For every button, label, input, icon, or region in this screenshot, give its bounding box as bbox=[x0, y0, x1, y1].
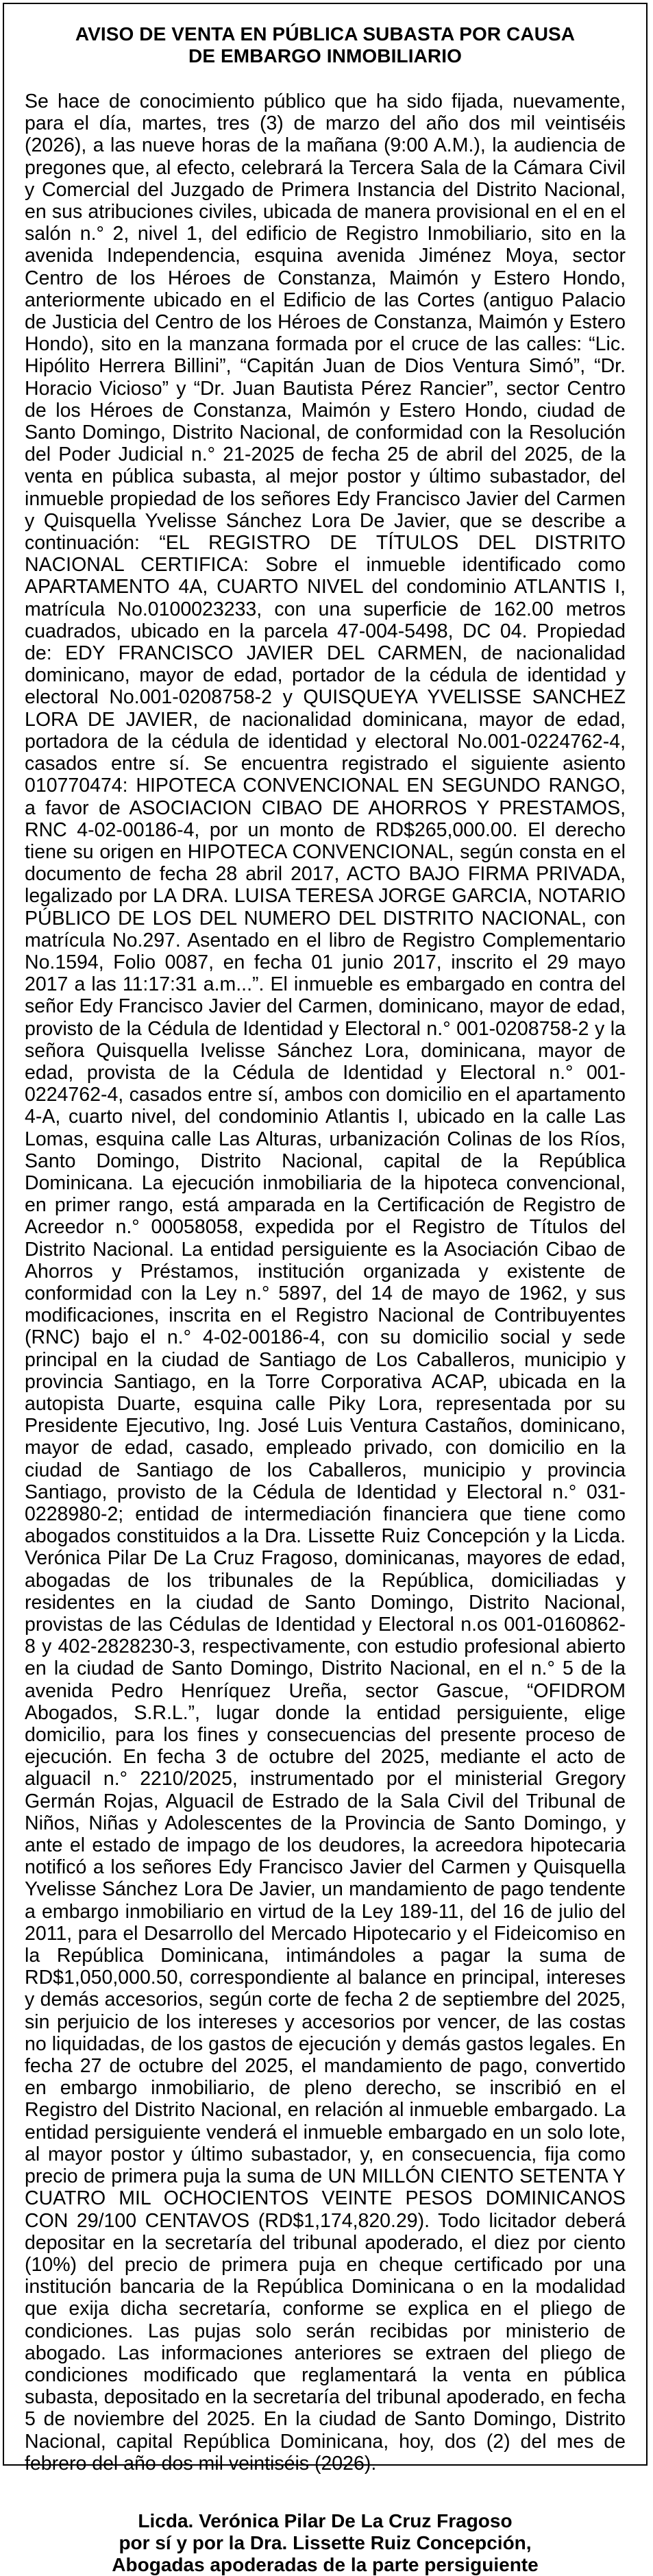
notice-signature bbox=[25, 2510, 626, 2576]
notice-border bbox=[3, 3, 648, 2575]
legal-notice bbox=[25, 18, 626, 2575]
signature-line-3: Abogadas apoderadas de la parte persiguiente bbox=[112, 2553, 539, 2575]
notice-body bbox=[25, 90, 626, 2475]
notice-title bbox=[25, 23, 626, 67]
notice-title-line-2: DE EMBARGO INMOBILIARIO bbox=[188, 45, 462, 66]
signature-line-2: por sí y por la Dra. Lissette Ruiz Concepción, bbox=[119, 2531, 532, 2553]
notice-title-line-1: AVISO DE VENTA EN PÚBLICA SUBASTA POR CAUSA bbox=[75, 23, 576, 45]
signature-line-1: Licda. Verónica Pilar De La Cruz Fragoso bbox=[138, 2510, 513, 2531]
notice-body-paragraph: Se hace de conocimiento público que ha sido fijada, nuevamente, para el día, martes, tres (3) de marzo del año dos mil veintiséis (2026), a las nueve horas de la mañana (9:00 A.M.), la audiencia de pregones que, al efecto, celebrará la Tercera Sala de la Cámara Civil y Comercial del Juzgado de Primera Instancia del Distrito Nacional, en sus atribuciones civiles, ubicada de manera provisional en el en el salón n.° 2, nivel 1, del edificio de Registro Inmobiliario, sito en la avenida Independencia, esquina avenida Jiménez Moya, sector Centro de los Héroes de Constanza, Maimón y Estero Hondo, anteriormente ubicado en el Edificio de las Cortes (antiguo Palacio de Justicia del Centro de los Héroes de Constanza, Maimón y Estero Hondo), sito en la manzana formada por el cruce de las calles: “Lic. Hipólito Herrera Billini”, “Capitán Juan de Dios Ventura Simó”, “Dr. Horacio Vicioso” y “Dr. Juan Bautista Pérez Rancier”, sector Centro de los Héroes de Constanza, Maimón y Estero Hondo, ciudad de Santo Domingo, Distrito Nacional, de conformidad con la Resolución del Poder Judicial n.° 21-2025 de fecha 25 de abril del 2025, de la venta en pública subasta, al mejor postor y último subastador, del inmueble propiedad de los señores Edy Francisco Javier del Carmen y Quisquella Yvelisse Sánchez Lora De Javier, que se describe a continuación: “EL REGISTRO DE TÍTULOS DEL DISTRITO NACIONAL CERTIFICA: Sobre el inmueble identificado como APARTAMENTO 4A, CUARTO NIVEL del condominio ATLANTIS I, matrícula No.0100023233, con una superficie de 162.00 metros cuadrados, ubicado en la parcela 47-004-5498, DC 04. Propiedad de: EDY FRANCISCO JAVIER DEL CARMEN, de nacionalidad dominicano, mayor de edad, portador de la cédula de identidad y electoral No.001-0208758-2 y QUISQUEYA YVELISSE SANCHEZ LORA DE JAVIER, de nacionalidad dominicana, mayor de edad, portadora de la cédula de identidad y electoral No.001-0224762-4, casados entre sí. Se encuentra registrado el siguiente asiento 010770474: HIPOTECA CONVENCIONAL EN SEGUNDO RANGO, a favor de ASOCIACION CIBAO DE AHORROS Y PRESTAMOS, RNC 4-02-00186-4, por un monto de RD$265,000.00. El derecho tiene su origen en HIPOTECA CONVENCIONAL, según consta en el documento de fecha 28 abril 2017, ACTO BAJO FIRMA PRIVADA, legalizado por LA DRA. LUISA TERESA JORGE GARCIA, NOTARIO PÚBLICO DE LOS DEL NUMERO DEL DISTRITO NACIONAL, con matrícula No.297. Asentado en el libro de Registro Complementario No.1594, Folio 0087, en fecha 01 junio 2017, inscrito el 29 mayo 2017 a las 11:17:31 a.m...”. El inmueble es embargado en contra del señor Edy Francisco Javier del Carmen, dominicano, mayor de edad, provisto de la Cédula de Identidad y Electoral n.° 001-0208758-2 y la señora Quisquella Ivelisse Sánchez Lora, dominicana, mayor de edad, provista de la Cédula de Identidad y Electoral n.° 001-0224762-4, casados entre sí, ambos con domicilio en el apartamento 4-A, cuarto nivel, del condominio Atlantis I, ubicado en la calle Las Lomas, esquina calle Las Alturas, urbanización Colinas de los Ríos, Santo Domingo, Distrito Nacional, capital de la República Dominicana. La ejecución inmobiliaria de la hipoteca convencional, en primer rango, está amparada en la Certificación de Registro de Acreedor n.° 00058058, expedida por el Registro de Títulos del Distrito Nacional. La entidad persiguiente es la Asociación Cibao de Ahorros y Préstamos, institución organizada y existente de conformidad con la Ley n.° 5897, del 14 de mayo de 1962, y sus modificaciones, inscrita en el Registro Nacional de Contribuyentes (RNC) bajo el n.° 4-02-00186-4, con su domicilio social y sede principal en la ciudad de Santiago de Los Caballeros, municipio y provincia Santiago, en la Torre Corporativa ACAP, ubicada en la autopista Duarte, esquina calle Piky Lora, representada por su Presidente Ejecutivo, Ing. José Luis Ventura Castaños, dominicano, mayor de edad, casado, empleado privado, con domicilio en la ciudad de Santiago de los Caballeros, municipio y provincia Santiago, provisto de la Cédula de Identidad y Electoral n.° 031-0228980-2; entidad de intermediación financiera que tiene como abogados constituidos a la Dra. Lissette Ruiz Concepción y la Licda. Verónica Pilar De La Cruz Fragoso, dominicanas, mayores de edad, abogadas de los tribunales de la República, domiciliadas y residentes en la ciudad de Santo Domingo, Distrito Nacional, provistas de las Cédulas de Identidad y Electoral n.os 001-0160862-8 y 402-2828230-3, respectivamente, con estudio profesional abierto en la ciudad de Santo Domingo, Distrito Nacional, en el n.° 5 de la avenida Pedro Henríquez Ureña, sector Gascue, “OFIDROM Abogados, S.R.L.”, lugar donde la entidad persiguiente, elige domicilio, para los fines y consecuencias del presente proceso de ejecución. En fecha 3 de octubre del 2025, mediante el acto de alguacil n.° 2210/2025, instrumentado por el ministerial Gregory Germán Rojas, Alguacil de Estrado de la Sala Civil del Tribunal de Niños, Niñas y Adolescentes de la Provincia de Santo Domingo, y ante el estado de impago de los deudores, la acreedora hipotecaria notificó a los señores Edy Francisco Javier del Carmen y Quisquella Yvelisse Sánchez Lora De Javier, un mandamiento de pago tendente a embargo inmobiliario en virtud de la Ley 189-11, del 16 de julio del 2011, para el Desarrollo del Mercado Hipotecario y el Fideicomiso en la República Dominicana, intimándoles a pagar la suma de RD$1,050,000.50, correspondiente al balance en principal, intereses y demás accesorios, según corte de fecha 2 de septiembre del 2025, sin perjuicio de los intereses y accesorios por vencer, de las costas no liquidadas, de los gastos de ejecución y demás gastos legales. En fecha 27 de octubre del 2025, el mandamiento de pago, convertido en embargo inmobiliario, de pleno derecho, se inscribió en el Registro del Distrito Nacional, en relación al inmueble embargado. La entidad persiguiente venderá el inmueble embargado en un solo lote, al mayor postor y último subastador, y, en consecuencia, fija como precio de primera puja la suma de UN MILLÓN CIENTO SETENTA Y CUATRO MIL OCHOCIENTOS VEINTE PESOS DOMINICANOS CON 29/100 CENTAVOS (RD$1,174,820.29). Todo licitador deberá depositar en la secretaría del tribunal apoderado, el diez por ciento (10%) del precio de primera puja en cheque certificado por una institución bancaria de la República Dominicana o en la modalidad que exija dicha secretaría, conforme se explica en el pliego de condiciones. Las pujas solo serán recibidas por ministerio de abogado. Las informaciones anteriores se extraen del pliego de condiciones modificado que reglamentará la venta en pública subasta, depositado en la secretaría del tribunal apoderado, en fecha 5 de noviembre del 2025. En la ciudad de Santo Domingo, Distrito Nacional, capital República Dominicana, hoy, dos (2) del mes de febrero del año dos mil veintiséis (2026). bbox=[25, 90, 626, 2475]
